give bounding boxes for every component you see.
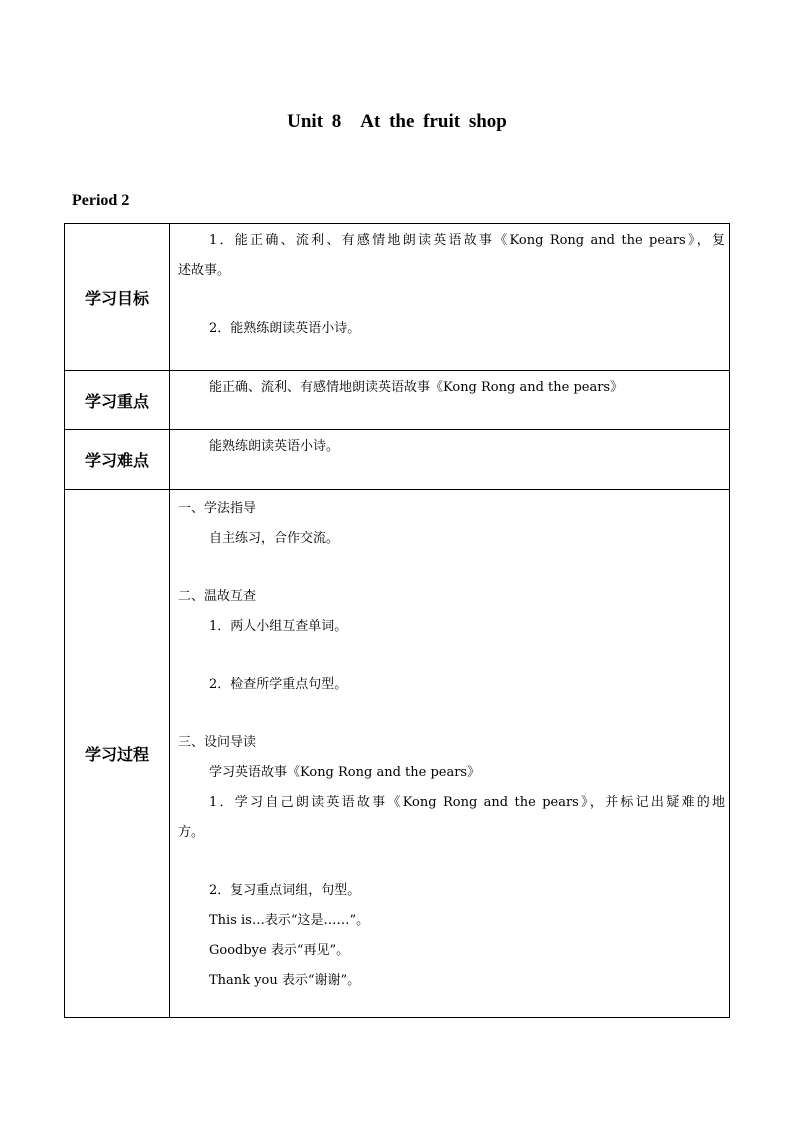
lesson-plan-table <box>64 223 730 1018</box>
guided-reading-item-1-continued: 方。 <box>178 825 205 840</box>
table-row-objectives <box>65 224 730 371</box>
objective-item-2: 2．能熟练朗读英语小诗。 <box>209 321 361 336</box>
objective-item-1-continued: 述故事。 <box>178 263 231 278</box>
section-text-study-method: 自主练习，合作交流。 <box>209 531 340 546</box>
key-points-text: 能正确、流利、有感情地朗读英语故事《Kong Rong and the pears》 <box>209 380 624 395</box>
row-label-key-points: 学习重点 <box>65 371 170 430</box>
phrase-this-is: This is…表示“这是……”。 <box>209 913 370 928</box>
review-item-2: 2．检查所学重点句型。 <box>209 677 348 692</box>
row-label-objectives: 学习目标 <box>65 224 170 371</box>
row-content-objectives <box>170 224 730 371</box>
section-heading-review: 二、温故互查 <box>178 589 257 604</box>
row-content-difficulties <box>170 430 730 490</box>
table-row-difficulties <box>65 430 730 490</box>
review-item-1: 1．两人小组互查单词。 <box>209 619 348 634</box>
row-content-key-points <box>170 371 730 430</box>
difficulties-text: 能熟练朗读英语小诗。 <box>209 439 340 454</box>
guided-reading-item-2: 2．复习重点词组，句型。 <box>209 883 361 898</box>
document-title: Unit 8 At the fruit shop <box>287 111 507 132</box>
phrase-goodbye: Goodbye 表示“再见”。 <box>209 943 350 958</box>
row-content-process <box>170 490 730 1018</box>
phrase-thank-you: Thank you 表示“谢谢”。 <box>209 973 361 988</box>
objective-item-1: 1．能正确、流利、有感情地朗读英语故事《Kong Rong and the pears》，复 <box>209 233 725 248</box>
period-label: Period 2 <box>72 192 130 209</box>
table-row-key-points <box>65 371 730 430</box>
guided-reading-intro: 学习英语故事《Kong Rong and the pears》 <box>209 765 481 780</box>
row-label-process: 学习过程 <box>65 490 170 1018</box>
section-heading-study-method: 一、学法指导 <box>178 501 257 516</box>
section-heading-guided-reading: 三、设问导读 <box>178 735 257 750</box>
guided-reading-item-1: 1．学习自己朗读英语故事《Kong Rong and the pears》，并标记出疑难的地 <box>209 795 725 810</box>
row-label-difficulties: 学习难点 <box>65 430 170 490</box>
table-row-process <box>65 490 730 1018</box>
